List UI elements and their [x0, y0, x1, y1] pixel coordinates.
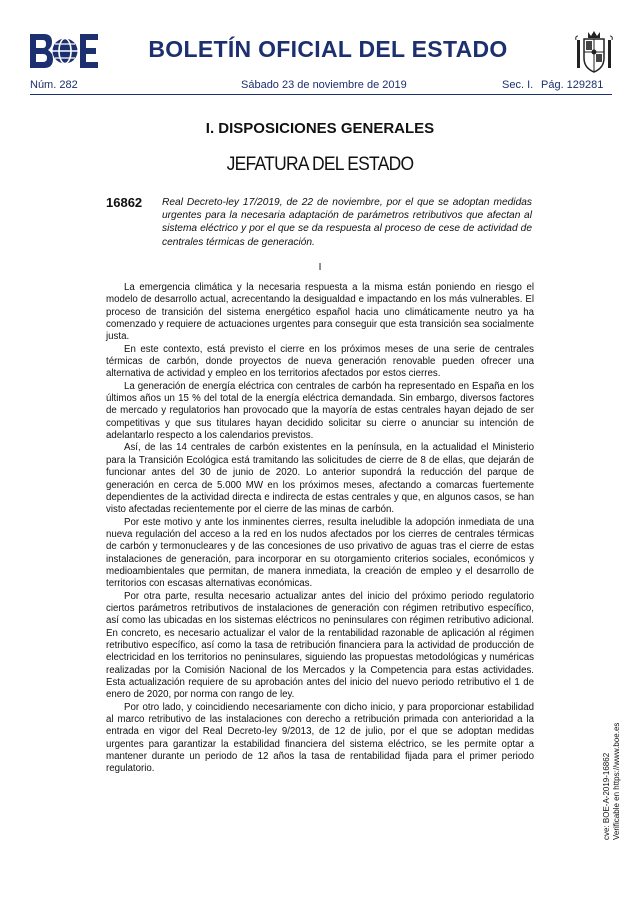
cve-code: cve: BOE-A-2019-16862 [602, 752, 611, 840]
paragraph: Así, de las 14 centrales de carbón existentes en la península, en la actualidad el Ministerio para la Transición Ecológica está tramitando las solicitudes de cierre de 8 de ellas, que dejarán de funcionar antes del 30 de junio de 2020. Lo anterior supondrá la reducción del parque de generación en cerca de 5.000 MW en los próximos meses, afectando a comarcas fuertemente dependientes de la actividad directa e indirecta de estas centrales y que, en algunos casos, se han visto afectadas recientemente por el cierre de las minas de carbón. [106, 442, 534, 516]
boe-logo [30, 34, 98, 68]
verification-note [602, 723, 622, 840]
issue-info-bar [30, 78, 612, 95]
decree-title: Real Decreto-ley 17/2019, de 22 de noviembre, por el que se adoptan medidas urgentes para la necesaria adaptación de parámetros retributivos que afectan al sistema eléctrico y por el que se da respuesta al proceso de cese de actividad de centrales térmicas de generación. [162, 197, 532, 248]
part-heading: I [318, 262, 322, 273]
issue-number: Núm. 282 [30, 79, 78, 91]
coat-of-arms-icon [575, 30, 613, 74]
issue-date: Sábado 23 de noviembre de 2019 [241, 79, 407, 91]
body-text [106, 282, 534, 776]
paragraph: Por este motivo y ante los inminentes cierres, resulta ineludible la adopción inmediata de una nueva regulación del acceso a la red en los nudos afectados por los cierres de centrales térmicas de carbón y termonucleares y de las concesiones de uso privativo de aguas tras el cierre de estas instalaciones de generación, para incorporar en su otorgamiento criterios sociales, económicos y medioambientales que permitan, de manera inmediata, la creación de empleo y el desarrollo de territorios con escasas alternativas económicas. [106, 516, 534, 590]
paragraph: La emergencia climática y la necesaria respuesta a la misma están poniendo en riesgo el modelo de desarrollo actual, acrecentando la desigualdad e impactando en los más vulnerables. El proceso de transición del sistema energético español hacia uno climáticamente neutro ya ha comenzado y requiere de actuaciones urgentes para conseguir que esta transición sea socialmente justa. [106, 282, 534, 343]
page-label: Pág. 129281 [541, 79, 604, 91]
paragraph: En este contexto, está previsto el cierre en los próximos meses de una serie de centrales térmicas de carbón, donde proyectos de nueva generación renovable pueden ofrecer una alternativa de actividad y empleo en los territorios afectados por estos cierres. [106, 343, 534, 380]
masthead-title: BOLETÍN OFICIAL DEL ESTADO [148, 36, 508, 62]
entry-number: 16862 [106, 195, 143, 210]
paragraph: La generación de energía eléctrica con centrales de carbón ha representado en España en los últimos años un 15 % del total de la energía eléctrica demandada. Sin embargo, diversos factores de mercado y regulatorios han provocado que la mayoría de estas centrales hayan dejado de ser competitivas y que sus titulares hayan decidido solicitar su cierre o anunciar su intención de adelantarlo respecto a los calendarios previstos. [106, 380, 534, 442]
organization-title: JEFATURA DEL ESTADO [226, 154, 414, 175]
paragraph: Por otro lado, y coincidiendo necesariamente con dicho inicio, y para proporcionar estabilidad al marco retributivo de las instalaciones con derecho a retribución primada con anterioridad a la entrada en vigor del Real Decreto-ley 9/2013, de 12 de julio, por el que se adoptan medidas urgentes para garantizar la estabilidad financiera del sistema eléctrico, se les permite optar a mantener durante un periodo de 12 años la tasa de rentabilidad fijada para el primer periodo regulatorio. [106, 701, 534, 775]
section-label: Sec. I. [502, 79, 534, 91]
section-title: I. DISPOSICIONES GENERALES [205, 120, 435, 137]
paragraph: Por otra parte, resulta necesario actualizar antes del inicio del próximo periodo regulatorio ciertos parámetros retributivos de instalaciones de generación con régimen retributivo específico, así como las ubicadas en los sistemas eléctricos no peninsulares con régimen retributivo adicional. En concreto, es necesario actualizar el valor de la rentabilidad razonable de aplicación al régimen retributivo específico, así como la tasa de retribución financiera para la actividad de producción de electricidad en los territorios no peninsulares, siguiendo las propuestas metodológicas y numéricas realizadas por la Comisión Nacional de los Mercados y la Competencia para estas actividades. Esta actualización requiere de su aprobación antes del inicio del nuevo periodo retributivo el 1 de enero de 2020, por norma con rango de ley. [106, 590, 534, 701]
verification-url[interactable]: Verificable en https://www.boe.es [612, 722, 621, 840]
